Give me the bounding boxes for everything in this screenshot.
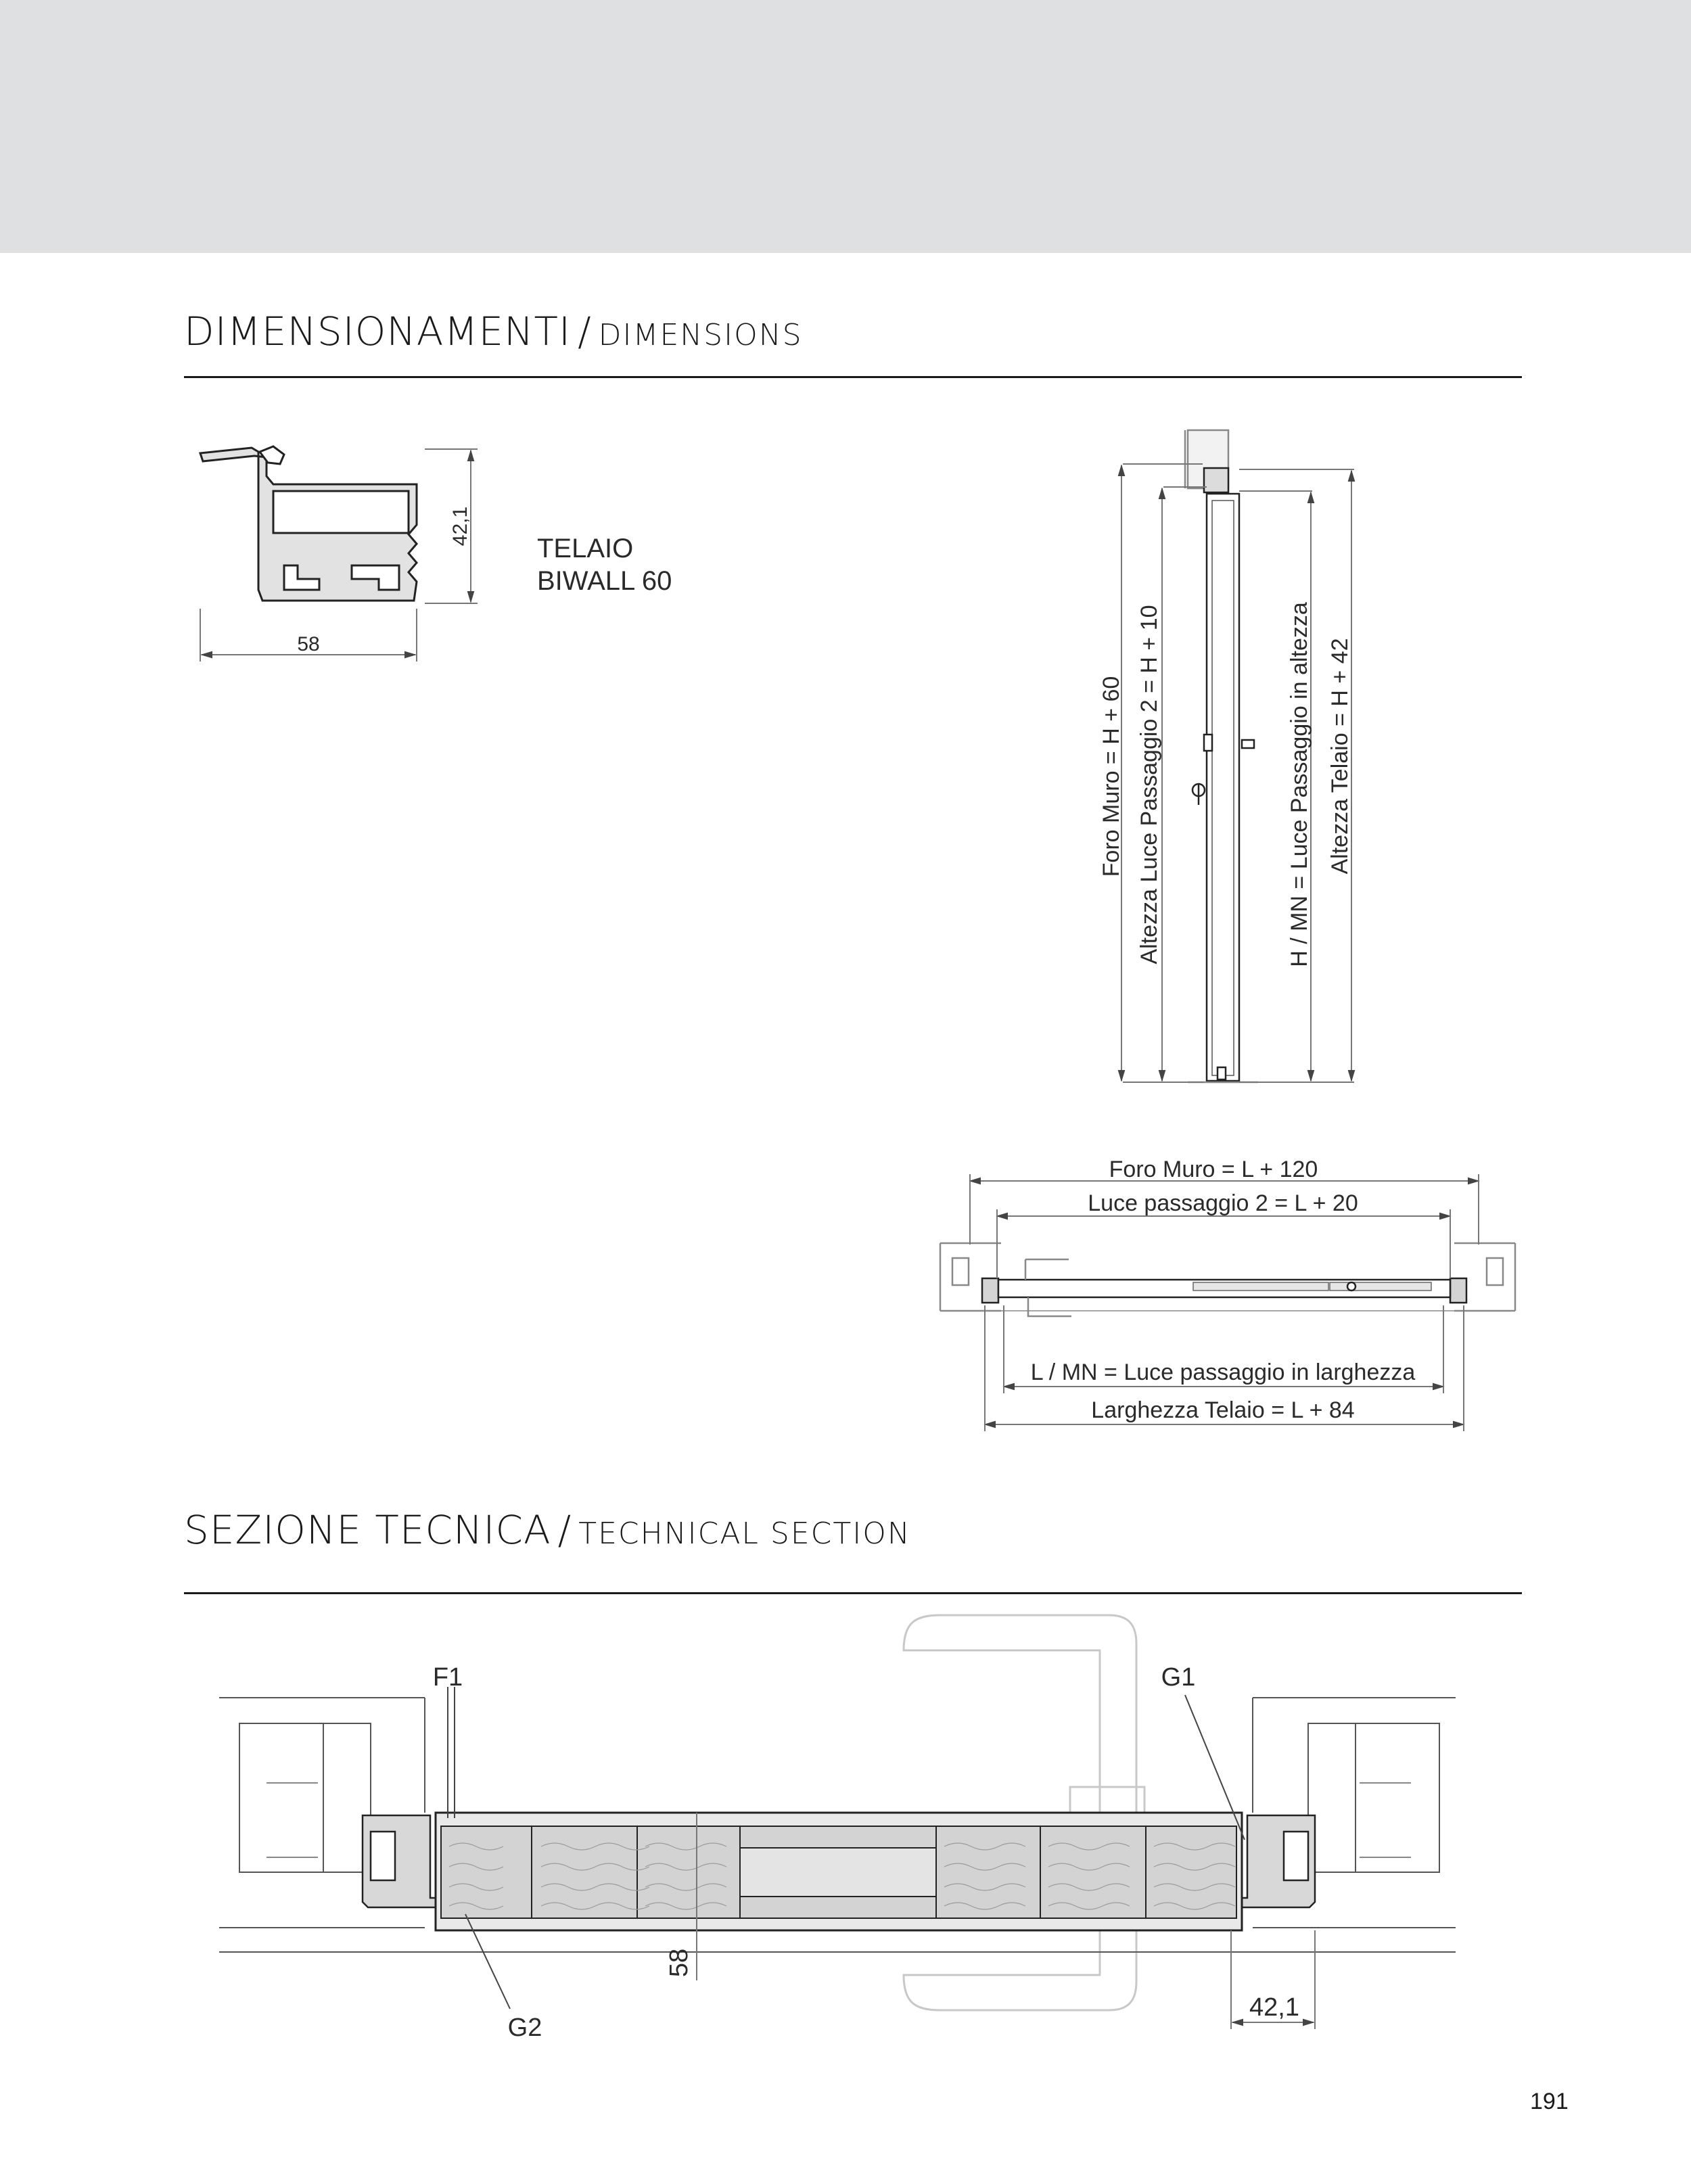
elev-luce-altezza: H / MN = Luce Passaggio in altezza — [1287, 602, 1312, 967]
plan-foro-muro: Foro Muro = L + 120 — [1109, 1157, 1318, 1182]
elev-foro-muro: Foro Muro = H + 60 — [1098, 676, 1124, 877]
technical-title-it: SEZIONE TECNICA — [184, 1507, 551, 1553]
door-leaf — [436, 1813, 1242, 1930]
profile-label-line1: TELAIO — [537, 534, 634, 563]
page-number: 191 — [1530, 2089, 1569, 2114]
technical-title-en: TECHNICAL SECTION — [578, 1516, 911, 1551]
profile-height-label: 42,1 — [449, 506, 471, 547]
elev-altezza-telaio: Altezza Telaio = H + 42 — [1327, 638, 1353, 875]
label-f1: F1 — [432, 1663, 463, 1692]
plan-luce-passaggio-2: Luce passaggio 2 = L + 20 — [1088, 1190, 1358, 1216]
frame-profile — [200, 446, 417, 601]
door-plan — [940, 1243, 1515, 1316]
dim-58-label: 58 — [665, 1948, 693, 1978]
heading-separator: / — [578, 308, 592, 354]
heading-separator: / — [557, 1507, 572, 1553]
dimensions-title-en: DIMENSIONS — [598, 318, 803, 352]
door-elevation — [1185, 430, 1258, 1082]
plan-larghezza-telaio: Larghezza Telaio = L + 84 — [1091, 1397, 1355, 1423]
plan-luce-larghezza: L / MN = Luce passaggio in larghezza — [1030, 1360, 1416, 1385]
profile-label-line2: BIWALL 60 — [537, 566, 672, 596]
label-g2: G2 — [507, 2014, 542, 2042]
technical-section — [219, 1615, 1456, 2029]
dimensions-title-it: DIMENSIONAMENTI — [184, 308, 572, 354]
label-g1: G1 — [1161, 1663, 1196, 1692]
dim-42-label: 42,1 — [1249, 1993, 1299, 2022]
profile-width-label: 58 — [297, 633, 320, 655]
elev-luce-passaggio-2: Altezza Luce Passaggio 2 = H + 10 — [1136, 605, 1162, 965]
